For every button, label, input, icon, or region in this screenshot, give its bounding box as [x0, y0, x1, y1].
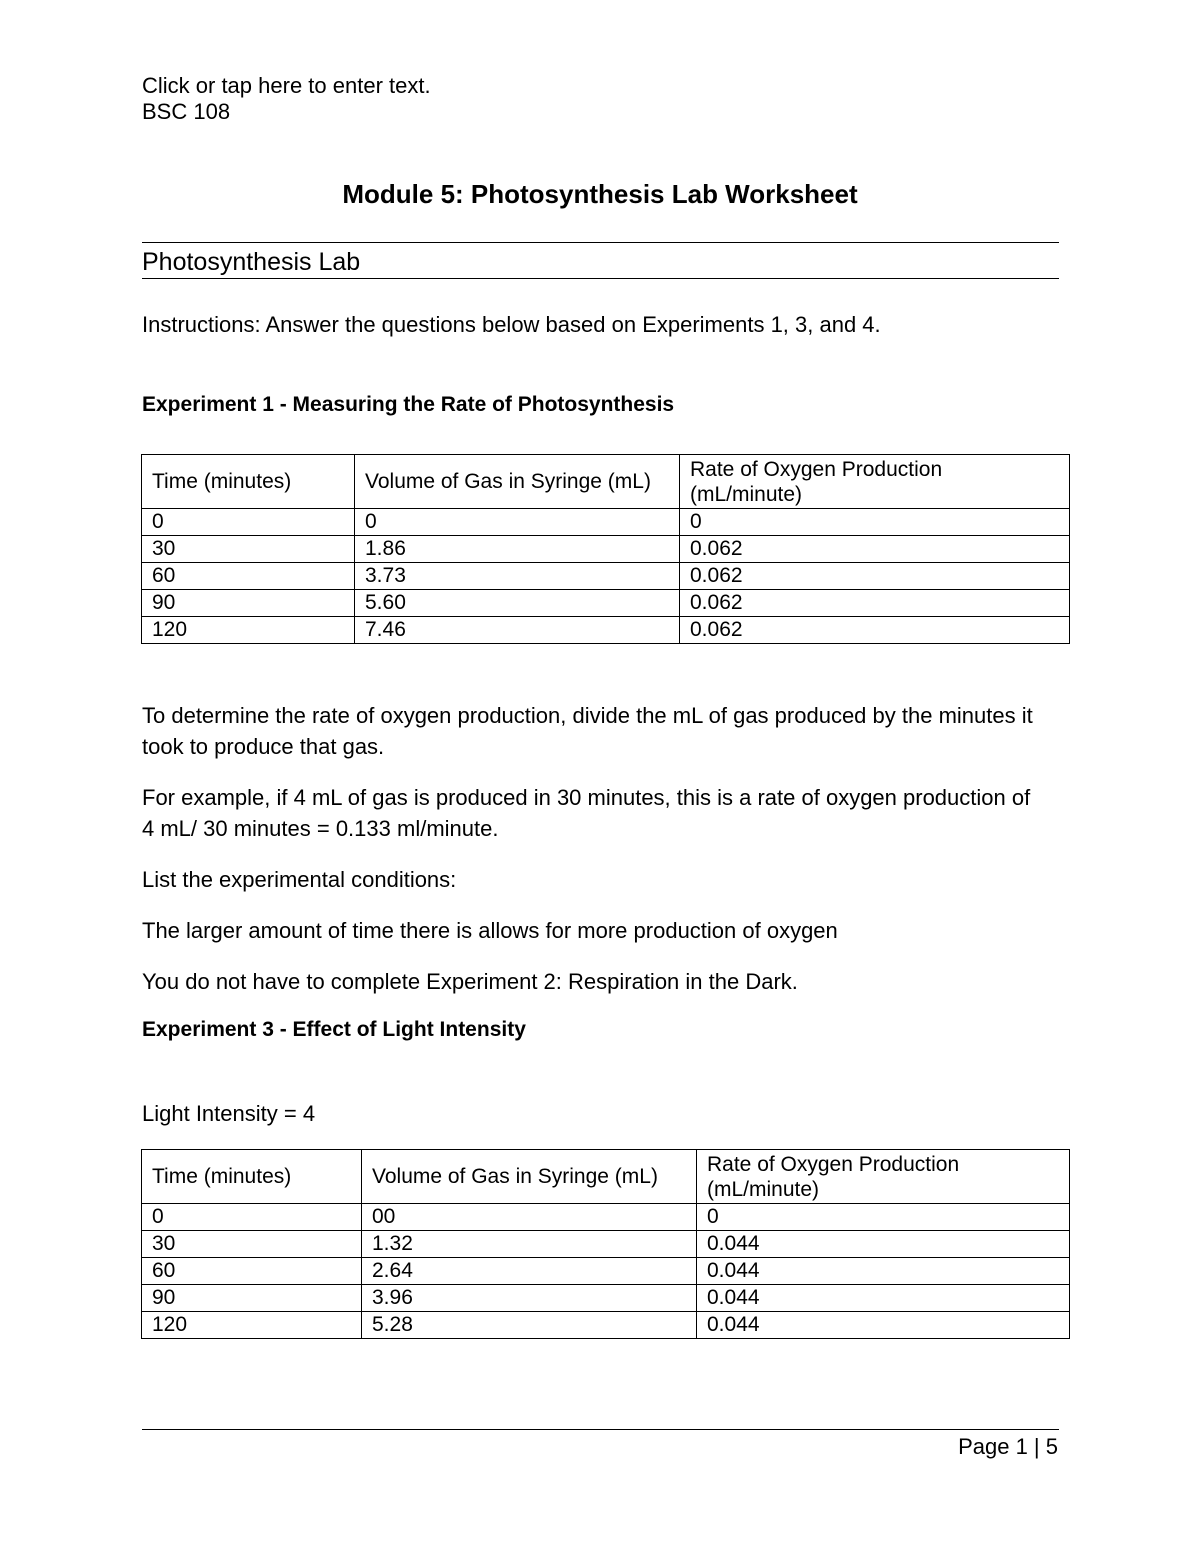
table-cell: 90	[142, 590, 355, 617]
table-header-row	[142, 1150, 1070, 1204]
experiment1-heading: Experiment 1 - Measuring the Rate of Photosynthesis	[142, 393, 675, 416]
table-row	[142, 536, 1070, 563]
table-cell: 120	[142, 1312, 362, 1339]
instructions-text: Instructions: Answer the questions below based on Experiments 1, 3, and 4.	[142, 312, 881, 337]
section-divider-top	[142, 242, 1059, 243]
column-header: Time (minutes)	[142, 455, 355, 509]
table-cell: 0	[355, 509, 680, 536]
placeholder-text-field[interactable]: Click or tap here to enter text.	[142, 73, 431, 98]
table-cell: 0.044	[697, 1285, 1070, 1312]
table-cell: 0.044	[697, 1231, 1070, 1258]
table-cell: 2.64	[362, 1258, 697, 1285]
column-header: Rate of Oxygen Production (mL/minute)	[680, 455, 1070, 509]
conditions-answer: The larger amount of time there is allows for more production of oxygen	[142, 918, 838, 943]
section-divider-bottom	[142, 278, 1059, 279]
table-cell: 30	[142, 536, 355, 563]
course-code: BSC 108	[142, 99, 231, 124]
experiment1-table	[141, 454, 1070, 644]
table-cell: 5.28	[362, 1312, 697, 1339]
table-cell: 0	[142, 509, 355, 536]
table-cell: 120	[142, 617, 355, 644]
table-row	[142, 590, 1070, 617]
light-intensity-label: Light Intensity = 4	[142, 1101, 316, 1126]
table-row	[142, 1204, 1070, 1231]
table-row	[142, 1258, 1070, 1285]
table-cell: 0.062	[680, 563, 1070, 590]
example-paragraph: For example, if 4 mL of gas is produced in 30 minutes, this is a rate of oxygen production of 4 mL/ 30 minutes = 0.133 ml/minute.	[142, 785, 1031, 841]
table-cell: 0.044	[697, 1258, 1070, 1285]
table-row	[142, 1231, 1070, 1258]
column-header: Volume of Gas in Syringe (mL)	[355, 455, 680, 509]
column-header: Rate of Oxygen Production (mL/minute)	[697, 1150, 1070, 1204]
table-cell: 0	[680, 509, 1070, 536]
table-cell: 60	[142, 563, 355, 590]
experiment3-heading: Experiment 3 - Effect of Light Intensity	[142, 1018, 526, 1041]
table-row	[142, 1285, 1070, 1312]
table-cell: 0.062	[680, 536, 1070, 563]
table-cell: 60	[142, 1258, 362, 1285]
table-cell: 0.062	[680, 617, 1070, 644]
table-row	[142, 509, 1070, 536]
table-cell: 3.73	[355, 563, 680, 590]
page-title: Module 5: Photosynthesis Lab Worksheet	[342, 179, 858, 209]
table-row	[142, 617, 1070, 644]
rate-explanation-paragraph: To determine the rate of oxygen production, divide the mL of gas produced by the minutes it took to produce that gas.	[142, 703, 1033, 759]
table-cell: 90	[142, 1285, 362, 1312]
experiment3-table	[141, 1149, 1070, 1339]
page-number: Page 1 | 5	[958, 1434, 1058, 1459]
column-header: Volume of Gas in Syringe (mL)	[362, 1150, 697, 1204]
table-cell: 1.86	[355, 536, 680, 563]
table-row	[142, 1312, 1070, 1339]
experiment2-note: You do not have to complete Experiment 2: Respiration in the Dark.	[142, 969, 798, 994]
table-cell: 1.32	[362, 1231, 697, 1258]
table-cell: 0	[697, 1204, 1070, 1231]
table-cell: 5.60	[355, 590, 680, 617]
section-heading: Photosynthesis Lab	[142, 248, 361, 276]
conditions-prompt: List the experimental conditions:	[142, 867, 457, 892]
footer-divider	[142, 1429, 1059, 1430]
table-header-row	[142, 455, 1070, 509]
table-cell: 7.46	[355, 617, 680, 644]
column-header: Time (minutes)	[142, 1150, 362, 1204]
table-cell: 00	[362, 1204, 697, 1231]
table-cell: 3.96	[362, 1285, 697, 1312]
table-cell: 0.044	[697, 1312, 1070, 1339]
table-row	[142, 563, 1070, 590]
table-cell: 0	[142, 1204, 362, 1231]
table-cell: 30	[142, 1231, 362, 1258]
table-cell: 0.062	[680, 590, 1070, 617]
